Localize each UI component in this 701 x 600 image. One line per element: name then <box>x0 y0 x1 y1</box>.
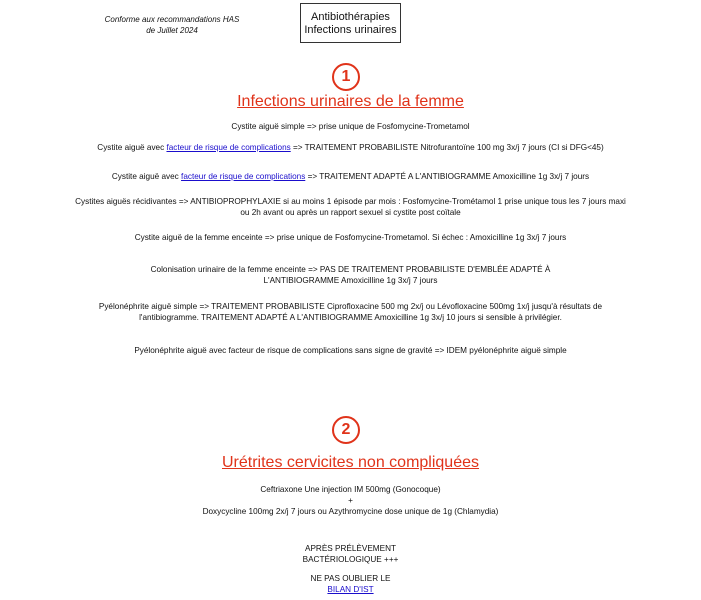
section-1-number-badge: 1 <box>332 63 360 91</box>
cystite-adapt-prefix: Cystite aiguë avec <box>111 172 182 181</box>
plus-sign: + <box>348 496 353 505</box>
pyelonephrite-simple-line: Pyélonéphrite aiguë simple => TRAITEMENT PROBABILISTE Ciprofloxacine 500 mg 2x/j ou Lévofloxacine 500mg 1x/j jusqu'à résultats de l'antibiogramme. TRAITEMENT ADAPTÉ A L'ANTIBIOGRAMME Amoxicilline 1g 3x/j 10 jours si sensible à privilégier. <box>98 302 603 322</box>
bilan-ist-line <box>0 584 701 595</box>
title-line-2: Infections urinaires <box>304 24 397 36</box>
cystites-recidivantes-line: Cystites aiguës récidivantes => ANTIBIOPROPHYLAXIE si au moins 1 épisode par mois : Fosfomycine-Trométamol 1 prise unique tous les 7 jours maxi ou 2h avant ou après un rapport sexuel si cystite post coïtale <box>75 197 626 217</box>
facteur-risque-link-1[interactable]: facteur de risque de complications <box>166 143 291 152</box>
facteur-risque-link-2[interactable]: facteur de risque de complications <box>181 172 306 181</box>
cystite-enceinte-line: Cystite aiguë de la femme enceinte => prise unique de Fosfomycine-Trometamol. Si échec : Amoxicilline 1g 3x/j 7 jours <box>134 233 567 242</box>
colonisation-enceinte-line: Colonisation urinaire de la femme enceinte => PAS DE TRAITEMENT PROBABILISTE D'EMBLÉE ADAPTÉ À L'ANTIBIOGRAMME Amoxicilline 1g 3x/j 7 jours <box>150 265 551 285</box>
cystite-prob-prefix: Cystite aiguë avec <box>97 143 167 152</box>
section-1-title: Infections urinaires de la femme <box>237 93 464 110</box>
conformity-line-2: de Juillet 2024 <box>146 26 198 35</box>
section-2-title: Urétrites cervicites non compliquées <box>222 454 479 471</box>
cystite-simple-line: Cystite aiguë simple => prise unique de Fosfomycine-Trometamol <box>231 122 470 131</box>
cystite-risque-probabiliste-line <box>0 142 701 153</box>
bilan-ist-link[interactable]: BILAN D'IST <box>327 585 374 594</box>
document-title-box <box>300 3 401 43</box>
ceftriaxone-line: Ceftriaxone Une injection IM 500mg (Gonocoque) <box>260 485 441 494</box>
pyelonephrite-risque-line: Pyélonéphrite aiguë avec facteur de risque de complications sans signe de gravité => IDEM pyélonéphrite aiguë simple <box>134 346 567 355</box>
conformity-line-1: Conforme aux recommandations HAS <box>104 15 240 24</box>
cystite-adapt-suffix: => TRAITEMENT ADAPTÉ A L'ANTIBIOGRAMME Amoxicilline 1g 3x/j 7 jours <box>305 172 590 181</box>
ne-pas-oublier-note: NE PAS OUBLIER LE <box>310 574 391 583</box>
title-line-1: Antibiothérapies <box>311 11 390 23</box>
conformity-note <box>72 14 272 36</box>
section-2-number-badge: 2 <box>332 416 360 444</box>
cystite-prob-suffix: => TRAITEMENT PROBABILISTE Nitrofurantoïne 100 mg 3x/j 7 jours (CI si DFG<45) <box>290 143 604 152</box>
apres-prelevement-note: APRÈS PRÉLÈVEMENT BACTÉRIOLOGIQUE +++ <box>302 544 399 564</box>
doxycycline-line: Doxycycline 100mg 2x/j 7 jours ou Azythromycine dose unique de 1g (Chlamydia) <box>202 507 499 516</box>
cystite-risque-adapte-line <box>0 171 701 182</box>
